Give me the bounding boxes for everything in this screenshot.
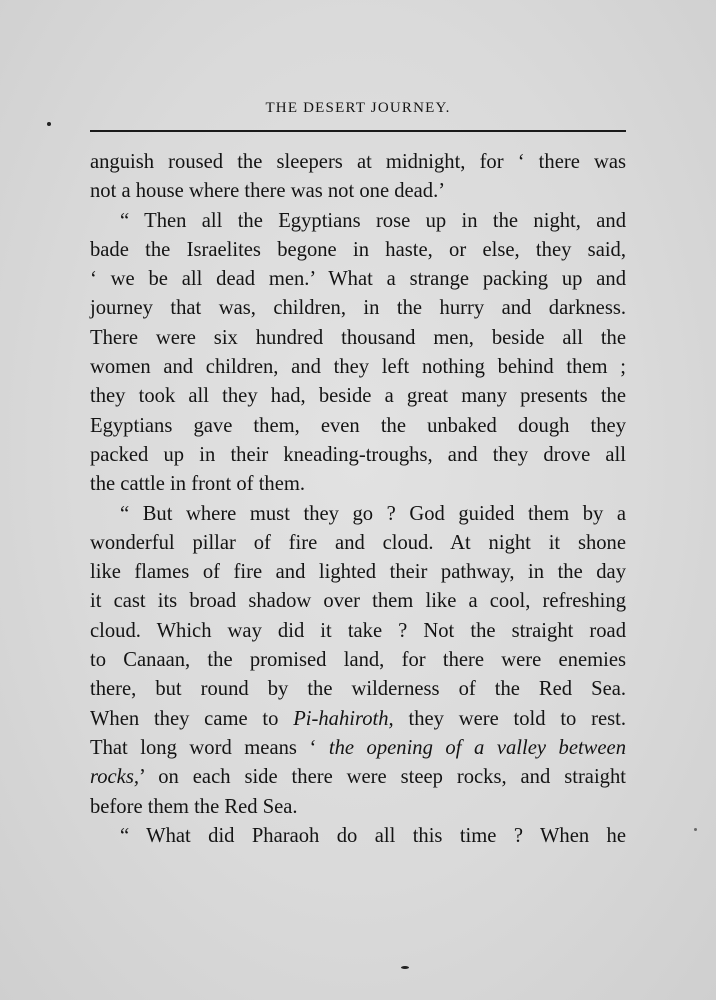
text-line: There were six hundred thousand men, beside all the: [90, 326, 626, 349]
text-line: cloud. Which way did it take ? Not the straight road: [90, 619, 626, 642]
text-line: bade the Israelites begone in haste, or else, they said,: [90, 238, 626, 261]
italic-phrase: rocks,: [90, 766, 139, 789]
text-line: “ Then all the Egyptians rose up in the night, and: [120, 209, 626, 232]
text-line: “ What did Pharaoh do all this time ? When he: [120, 824, 626, 847]
text-line: journey that was, children, in the hurry and darkness.: [90, 297, 626, 320]
text-line: there, but round by the wilderness of the Red Sea.: [90, 678, 626, 701]
italic-place-name: Pi-hahiroth,: [293, 707, 394, 730]
text-line: to Canaan, the promised land, for there were enemies: [90, 649, 626, 672]
running-head: THE DESERT JOURNEY.: [265, 100, 451, 116]
text-line: women and children, and they left nothing behind them ;: [90, 356, 626, 379]
text-line: When they came to Pi-hahiroth, they were told to rest.: [90, 707, 626, 730]
text-line: rocks,’ on each side there were steep rocks, and straight: [90, 766, 626, 789]
text-line: it cast its broad shadow over them like a cool, refreshing: [90, 590, 626, 613]
text-line: Egyptians gave them, even the unbaked dough they: [90, 414, 626, 437]
text-line: “ But where must they go ? God guided them by a: [120, 502, 626, 525]
ink-speck: [694, 828, 697, 831]
ink-speck: [401, 966, 409, 969]
text-line: wonderful pillar of fire and cloud. At night it shone: [90, 531, 626, 554]
text-line: the cattle in front of them.: [90, 473, 306, 496]
text-line: That long word means ‘ the opening of a valley between: [90, 736, 626, 759]
text-line: not a house where there was not one dead.’: [90, 180, 446, 203]
body-text: [90, 148, 626, 851]
text-line: ‘ we be all dead men.’ What a strange packing up and: [90, 268, 626, 291]
text-line: like flames of fire and lighted their pathway, in the day: [90, 561, 626, 584]
ink-speck: [47, 122, 51, 126]
text-line: anguish roused the sleepers at midnight, for ‘ there was: [90, 151, 626, 173]
italic-phrase: the opening of a valley between: [328, 736, 626, 759]
text-line: packed up in their kneading-troughs, and they drove all: [90, 443, 626, 466]
text-line: they took all they had, beside a great many presents the: [90, 385, 626, 408]
text-line: before them the Red Sea.: [90, 795, 298, 818]
header-rule: [90, 130, 626, 132]
